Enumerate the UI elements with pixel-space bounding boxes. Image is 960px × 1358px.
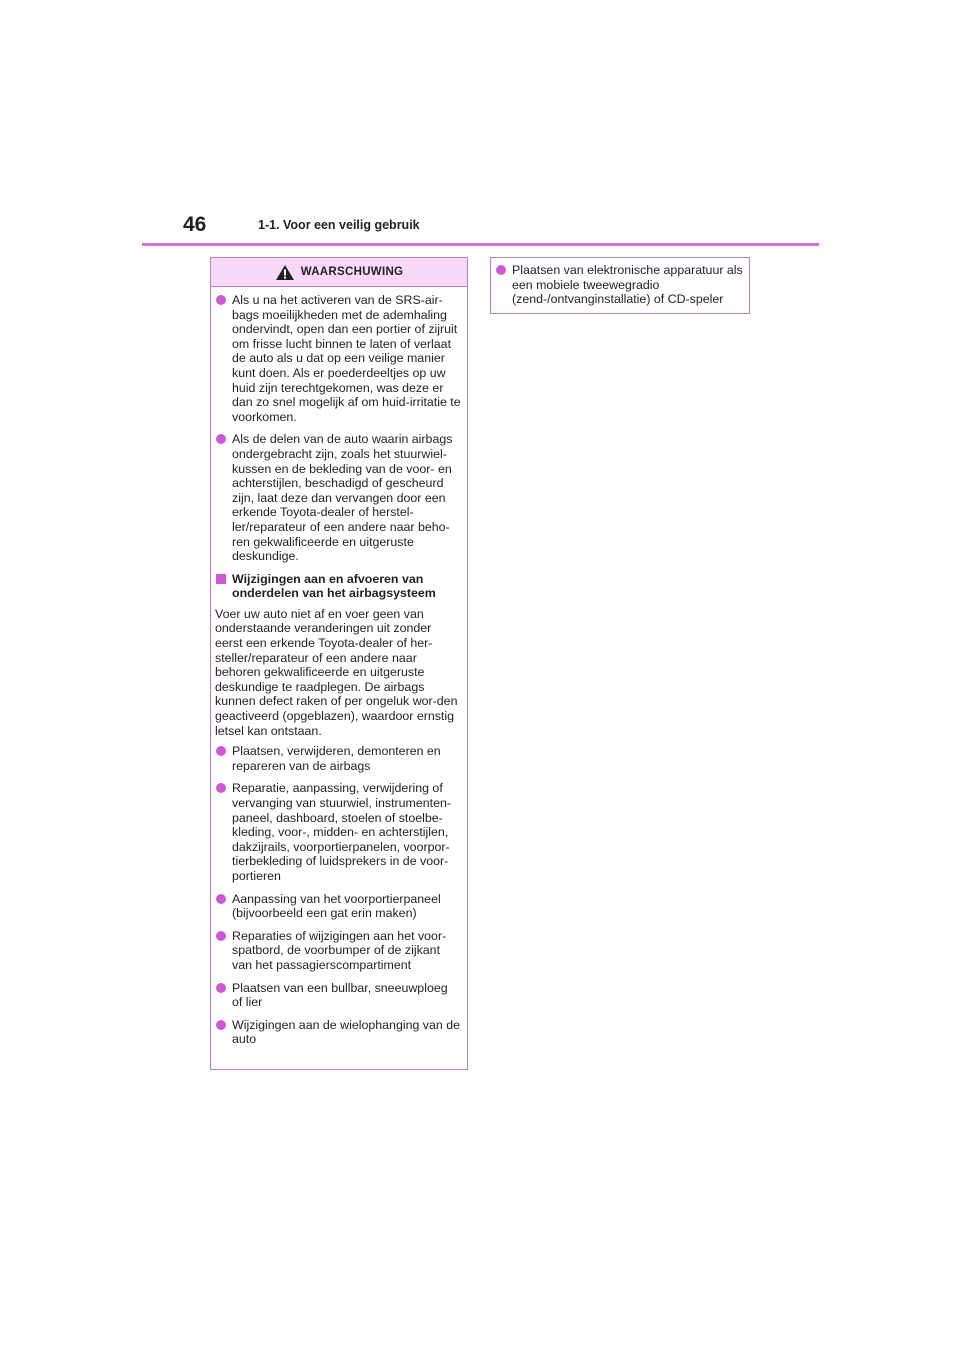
subheading [215,572,461,601]
page-number: 46 [183,213,207,236]
list-item [215,929,461,973]
bullet-dot-icon [216,931,226,941]
list-item [215,892,461,921]
bullet-dot-icon [496,265,506,275]
bullet-dot-icon [216,783,226,793]
list-item [215,744,461,773]
list-item [215,293,461,424]
bullet-dot-icon [216,295,226,305]
warning-header [211,258,467,287]
square-bullet-icon [216,574,226,584]
list-item-text: Reparatie, aanpassing, verwijdering of vervanging van stuurwiel, instrumenten-paneel, dashboard, stoelen of stoelbe-kleding, voor-, midden- en achterstijlen, dakzijrails, voorportierpanelen, voorpor-tierbekleding of luidsprekers in de voor-portieren [232,781,452,883]
list-item-text: Wijzigingen aan de wielophanging van de auto [232,1017,461,1047]
list-item-text: Plaatsen van een bullbar, sneeuwploeg of lier [232,980,448,1010]
warning-body [211,287,467,1047]
warning-continued-box [490,257,750,314]
list-item-text: Reparaties of wijzigingen aan het voor-spatbord, de voorbumper of de zijkant van het passagierscompartiment [232,928,447,972]
list-item-text: Als u na het activeren van de SRS-air-bags moeilijkheden met de ademhaling ondervindt, open dan een portier of zijruit om frisse lucht binnen te laten of verlaat de auto als u dat op een veilige manier kunt doen. Als er poederdeeltjes op uw huid zijn terechtgekomen, was deze er dan zo snel mogelijk af om huid-irritatie te voorkomen. [232,293,461,424]
warning-box [210,257,468,1070]
list-item [215,981,461,1010]
section-title: 1-1. Voor een veilig gebruik [258,218,420,232]
list-item-text: Plaatsen van elektronische apparatuur als een mobiele tweewegradio (zend-/ontvanginstallatie) of CD-speler [512,263,743,307]
list-item [495,263,743,307]
list-item [215,1018,461,1047]
bullet-dot-icon [216,983,226,993]
bullet-dot-icon [216,1020,226,1030]
warning-paragraph: Voer uw auto niet af en voer geen van onderstaande veranderingen uit zonder eerst een erkende Toyota-dealer of her-steller/reparateur of een andere naar behoren gekwalificeerde en uitgeruste deskundige te raadplegen. De airbags kunnen defect raken of per ongeluk wor-den geactiveerd (opgeblazen), waardoor ernstig letsel kan ontstaan. [215,606,458,738]
bullet-dot-icon [216,434,226,444]
list-item-text: Aanpassing van het voorportierpaneel (bijvoorbeeld een gat erin maken) [232,891,441,921]
warning-triangle-icon [275,264,295,281]
list-item-text: Plaatsen, verwijderen, demonteren en repareren van de airbags [232,744,441,773]
list-item [215,432,461,563]
bullet-dot-icon [216,746,226,756]
bullet-dot-icon [216,894,226,904]
list-item [215,781,461,883]
header-rule [142,243,819,246]
list-item-text: Als de delen van de auto waarin airbags ondergebracht zijn, zoals het stuurwiel-kussen en de bekleding van de voor- en achterstijlen, beschadigd of gescheurd zijn, laat deze dan vervangen door een erkende Toyota-dealer of herstel-ler/reparateur of een andere naar beho-ren gekwalificeerde en uitgeruste deskundige. [232,432,453,564]
subheading-text: Wijzigingen aan en afvoeren van onderdelen van het airbagsysteem [232,571,436,601]
warning-title: WAARSCHUWING [300,266,404,278]
